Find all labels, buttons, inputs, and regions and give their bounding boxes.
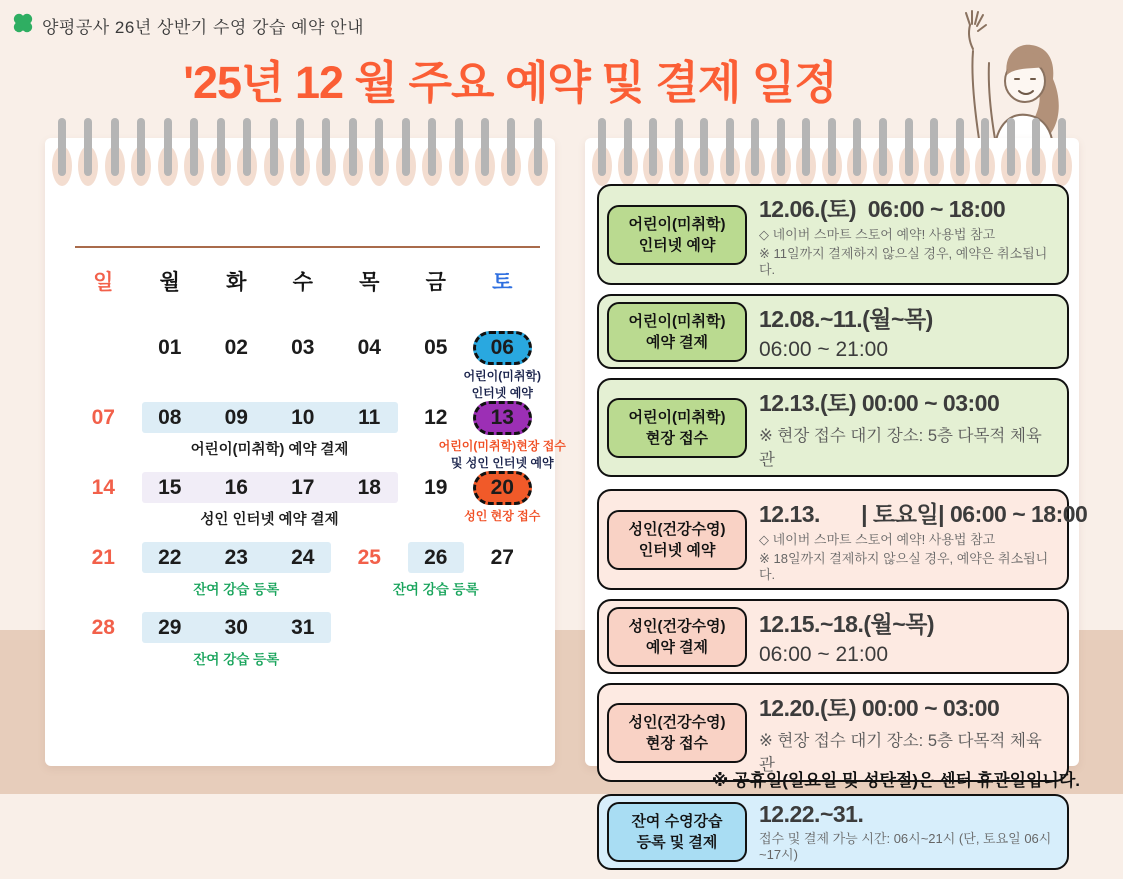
calendar-day: 22 (158, 545, 182, 569)
schedule-card-title: 12.13. | 토요일| 06:00 ~ 18:00 (759, 501, 1088, 527)
schedule-card-line: ※ 11일까지 결제하지 않으실 경우, 예약은 취소됩니다. (759, 246, 1048, 277)
calendar-day: 28 (91, 615, 115, 639)
calendar-day (469, 400, 536, 435)
spiral-pin (974, 118, 996, 190)
spiral-pin (104, 118, 126, 190)
schedule-card-content (759, 385, 1057, 470)
calendar-week-row (45, 470, 555, 540)
spiral-pin (77, 118, 99, 190)
schedule-card-label: 성인(건강수영) 인터넷 예약 (607, 510, 747, 570)
calendar-week-row (45, 330, 555, 400)
schedule-card-line: ※ 현장 접수 대기 장소: 5층 다목적 체육관 (759, 732, 1042, 774)
spiral-pin (51, 118, 73, 190)
schedule-card-line: 접수 및 결제 가능 시간: 06시~21시 (단, 토요일 06시~17시) (759, 831, 1052, 862)
calendar-day: 17 (291, 475, 315, 499)
calendar-day: 29 (158, 615, 182, 639)
footer-note: ※ 공휴일(일요일 및 성탄절)은 센터 휴관일입니다. (711, 771, 1080, 790)
spiral-pin (263, 118, 285, 190)
spiral-pin (342, 118, 364, 190)
schedule-card (597, 794, 1069, 870)
spiral-pin (1000, 118, 1022, 190)
schedule-card-content (759, 301, 1057, 362)
schedule-card-line: ※ 현장 접수 대기 장소: 5층 다목적 체육관 (759, 427, 1042, 469)
schedule-card-label: 어린이(미취학) 인터넷 예약 (607, 205, 747, 265)
spiral-pin (183, 118, 205, 190)
spiral-pin (872, 118, 894, 190)
spiral-pin (693, 118, 715, 190)
spiral-pin (923, 118, 945, 190)
schedule-card-line: ◇ 네이버 스마트 스토어 예약! 사용법 참고 (759, 532, 996, 547)
spiral-pin (795, 118, 817, 190)
schedule-card-content (759, 801, 1057, 863)
calendar-weekday-header (70, 266, 536, 296)
calendar-day: 21 (91, 545, 115, 569)
calendar-day: 12 (424, 405, 448, 429)
spiral-pin (770, 118, 792, 190)
schedule-card-label: 잔여 수영강습 등록 및 결제 (607, 802, 747, 862)
calendar-day: 10 (291, 405, 315, 429)
calendar-day: 01 (158, 335, 182, 359)
calendar-day (469, 330, 536, 365)
schedule-card-line: ◇ 네이버 스마트 스토어 예약! 사용법 참고 (759, 227, 996, 242)
calendar-day-note: 어린이(미취학) 인터넷 예약 (463, 369, 542, 400)
schedule-card-line: 06:00 ~ 21:00 (759, 338, 889, 361)
weekday-label: 일 (93, 271, 114, 294)
schedule-card-label: 성인(건강수영) 현장 접수 (607, 703, 747, 763)
calendar-day: 14 (91, 475, 115, 499)
spiral-pin (1051, 118, 1073, 190)
calendar-day: 18 (357, 475, 381, 499)
header-note (12, 12, 364, 39)
schedule-card-title: 12.08.~11.(월~목) (759, 306, 933, 332)
spiral-pin (744, 118, 766, 190)
calendar-day: 31 (291, 615, 315, 639)
calendar-day-pill: 13 (473, 401, 532, 435)
calendar-band-label: 잔여 강습 등록 (392, 582, 479, 597)
calendar-day: 27 (490, 545, 514, 569)
schedule-spiral-binding (591, 118, 1073, 190)
spiral-pin (130, 118, 152, 190)
calendar-day: 16 (224, 475, 248, 499)
spiral-pin (289, 118, 311, 190)
spiral-pin (500, 118, 522, 190)
schedule-card (597, 378, 1069, 477)
calendar-day: 04 (357, 335, 381, 359)
calendar-week-row (45, 400, 566, 470)
calendar-week-row (45, 540, 555, 610)
calendar-panel (45, 138, 566, 766)
weekday-label: 금 (425, 271, 446, 294)
calendar-band-label: 성인 인터넷 예약 결제 (200, 512, 339, 528)
calendar-day: 26 (424, 545, 448, 569)
weekday-label: 수 (292, 271, 313, 294)
schedule-card (597, 184, 1069, 285)
calendar-day: 07 (91, 405, 115, 429)
schedule-card-label: 성인(건강수영) 예약 결제 (607, 607, 747, 667)
weekday-label: 월 (159, 271, 180, 294)
calendar-divider (75, 246, 540, 248)
schedule-card-title: 12.13.(토) 00:00 ~ 03:00 (759, 390, 1000, 416)
calendar-day (469, 470, 536, 505)
calendar-day: 11 (358, 405, 381, 429)
schedule-card (597, 599, 1069, 674)
spiral-pin (395, 118, 417, 190)
spiral-pin (617, 118, 639, 190)
spiral-pin (527, 118, 549, 190)
schedule-card-title: 12.06.(토) 06:00 ~ 18:00 (759, 196, 1006, 222)
calendar-spiral-binding (51, 118, 549, 190)
spiral-pin (846, 118, 868, 190)
schedule-card-line: 06:00 ~ 21:00 (759, 643, 889, 666)
calendar-day: 03 (291, 335, 315, 359)
spiral-pin (236, 118, 258, 190)
weekday-label: 화 (226, 271, 247, 294)
clover-icon (12, 12, 34, 39)
schedule-card-title: 12.22.~31. (759, 801, 864, 827)
schedule-card (597, 294, 1069, 369)
schedule-card-content (759, 606, 1057, 667)
schedule-card-title: 12.20.(토) 00:00 ~ 03:00 (759, 695, 1000, 721)
calendar-band-label: 어린이(미취학) 예약 결제 (190, 442, 349, 458)
calendar-day: 08 (158, 405, 182, 429)
spiral-pin (719, 118, 741, 190)
calendar-day: 05 (424, 335, 448, 359)
spiral-pin (1025, 118, 1047, 190)
schedule-card-label: 어린이(미취학) 예약 결제 (607, 302, 747, 362)
schedule-card-label: 어린이(미취학) 현장 접수 (607, 398, 747, 458)
spiral-pin (157, 118, 179, 190)
calendar-day-pill: 20 (473, 471, 532, 505)
schedule-card (597, 489, 1088, 590)
calendar-day: 09 (224, 405, 248, 429)
calendar-band-label: 잔여 강습 등록 (193, 582, 280, 597)
page-title: '25년 12 월 주요 예약 및 결제 일정 (183, 57, 837, 108)
spiral-pin (315, 118, 337, 190)
calendar-day: 19 (424, 475, 448, 499)
calendar-week-row (45, 610, 555, 680)
calendar-day: 02 (224, 335, 248, 359)
calendar-day: 15 (158, 475, 182, 499)
spiral-pin (668, 118, 690, 190)
spiral-pin (210, 118, 232, 190)
calendar-day-note: 어린이(미취학)현장 접수 및 성인 인터넷 예약 (438, 439, 566, 470)
spiral-pin (898, 118, 920, 190)
schedule-card-title: 12.15.~18.(월~목) (759, 611, 935, 637)
weekday-label: 토 (492, 271, 513, 294)
calendar-day-note: 성인 현장 접수 (464, 509, 541, 523)
spiral-pin (949, 118, 971, 190)
weekday-label: 목 (359, 271, 380, 294)
calendar-day-pill: 06 (473, 331, 532, 365)
spiral-pin (448, 118, 470, 190)
calendar-band-label: 잔여 강습 등록 (193, 652, 280, 667)
spiral-pin (821, 118, 843, 190)
header-note-text: 양평공사 26년 상반기 수영 강습 예약 안내 (42, 18, 364, 37)
schedule-card-content (759, 191, 1057, 278)
calendar-day: 24 (291, 545, 315, 569)
schedule-card-line: ※ 18일까지 결제하지 않으실 경우, 예약은 취소됩니다. (759, 551, 1049, 582)
spiral-pin (474, 118, 496, 190)
calendar-day: 25 (357, 545, 381, 569)
spiral-pin (368, 118, 390, 190)
calendar-day: 23 (224, 545, 248, 569)
spiral-pin (591, 118, 613, 190)
spiral-pin (421, 118, 443, 190)
schedule-card-content (759, 690, 1057, 775)
spiral-pin (642, 118, 664, 190)
schedule-card-content (759, 496, 1088, 583)
calendar-day: 30 (224, 615, 248, 639)
